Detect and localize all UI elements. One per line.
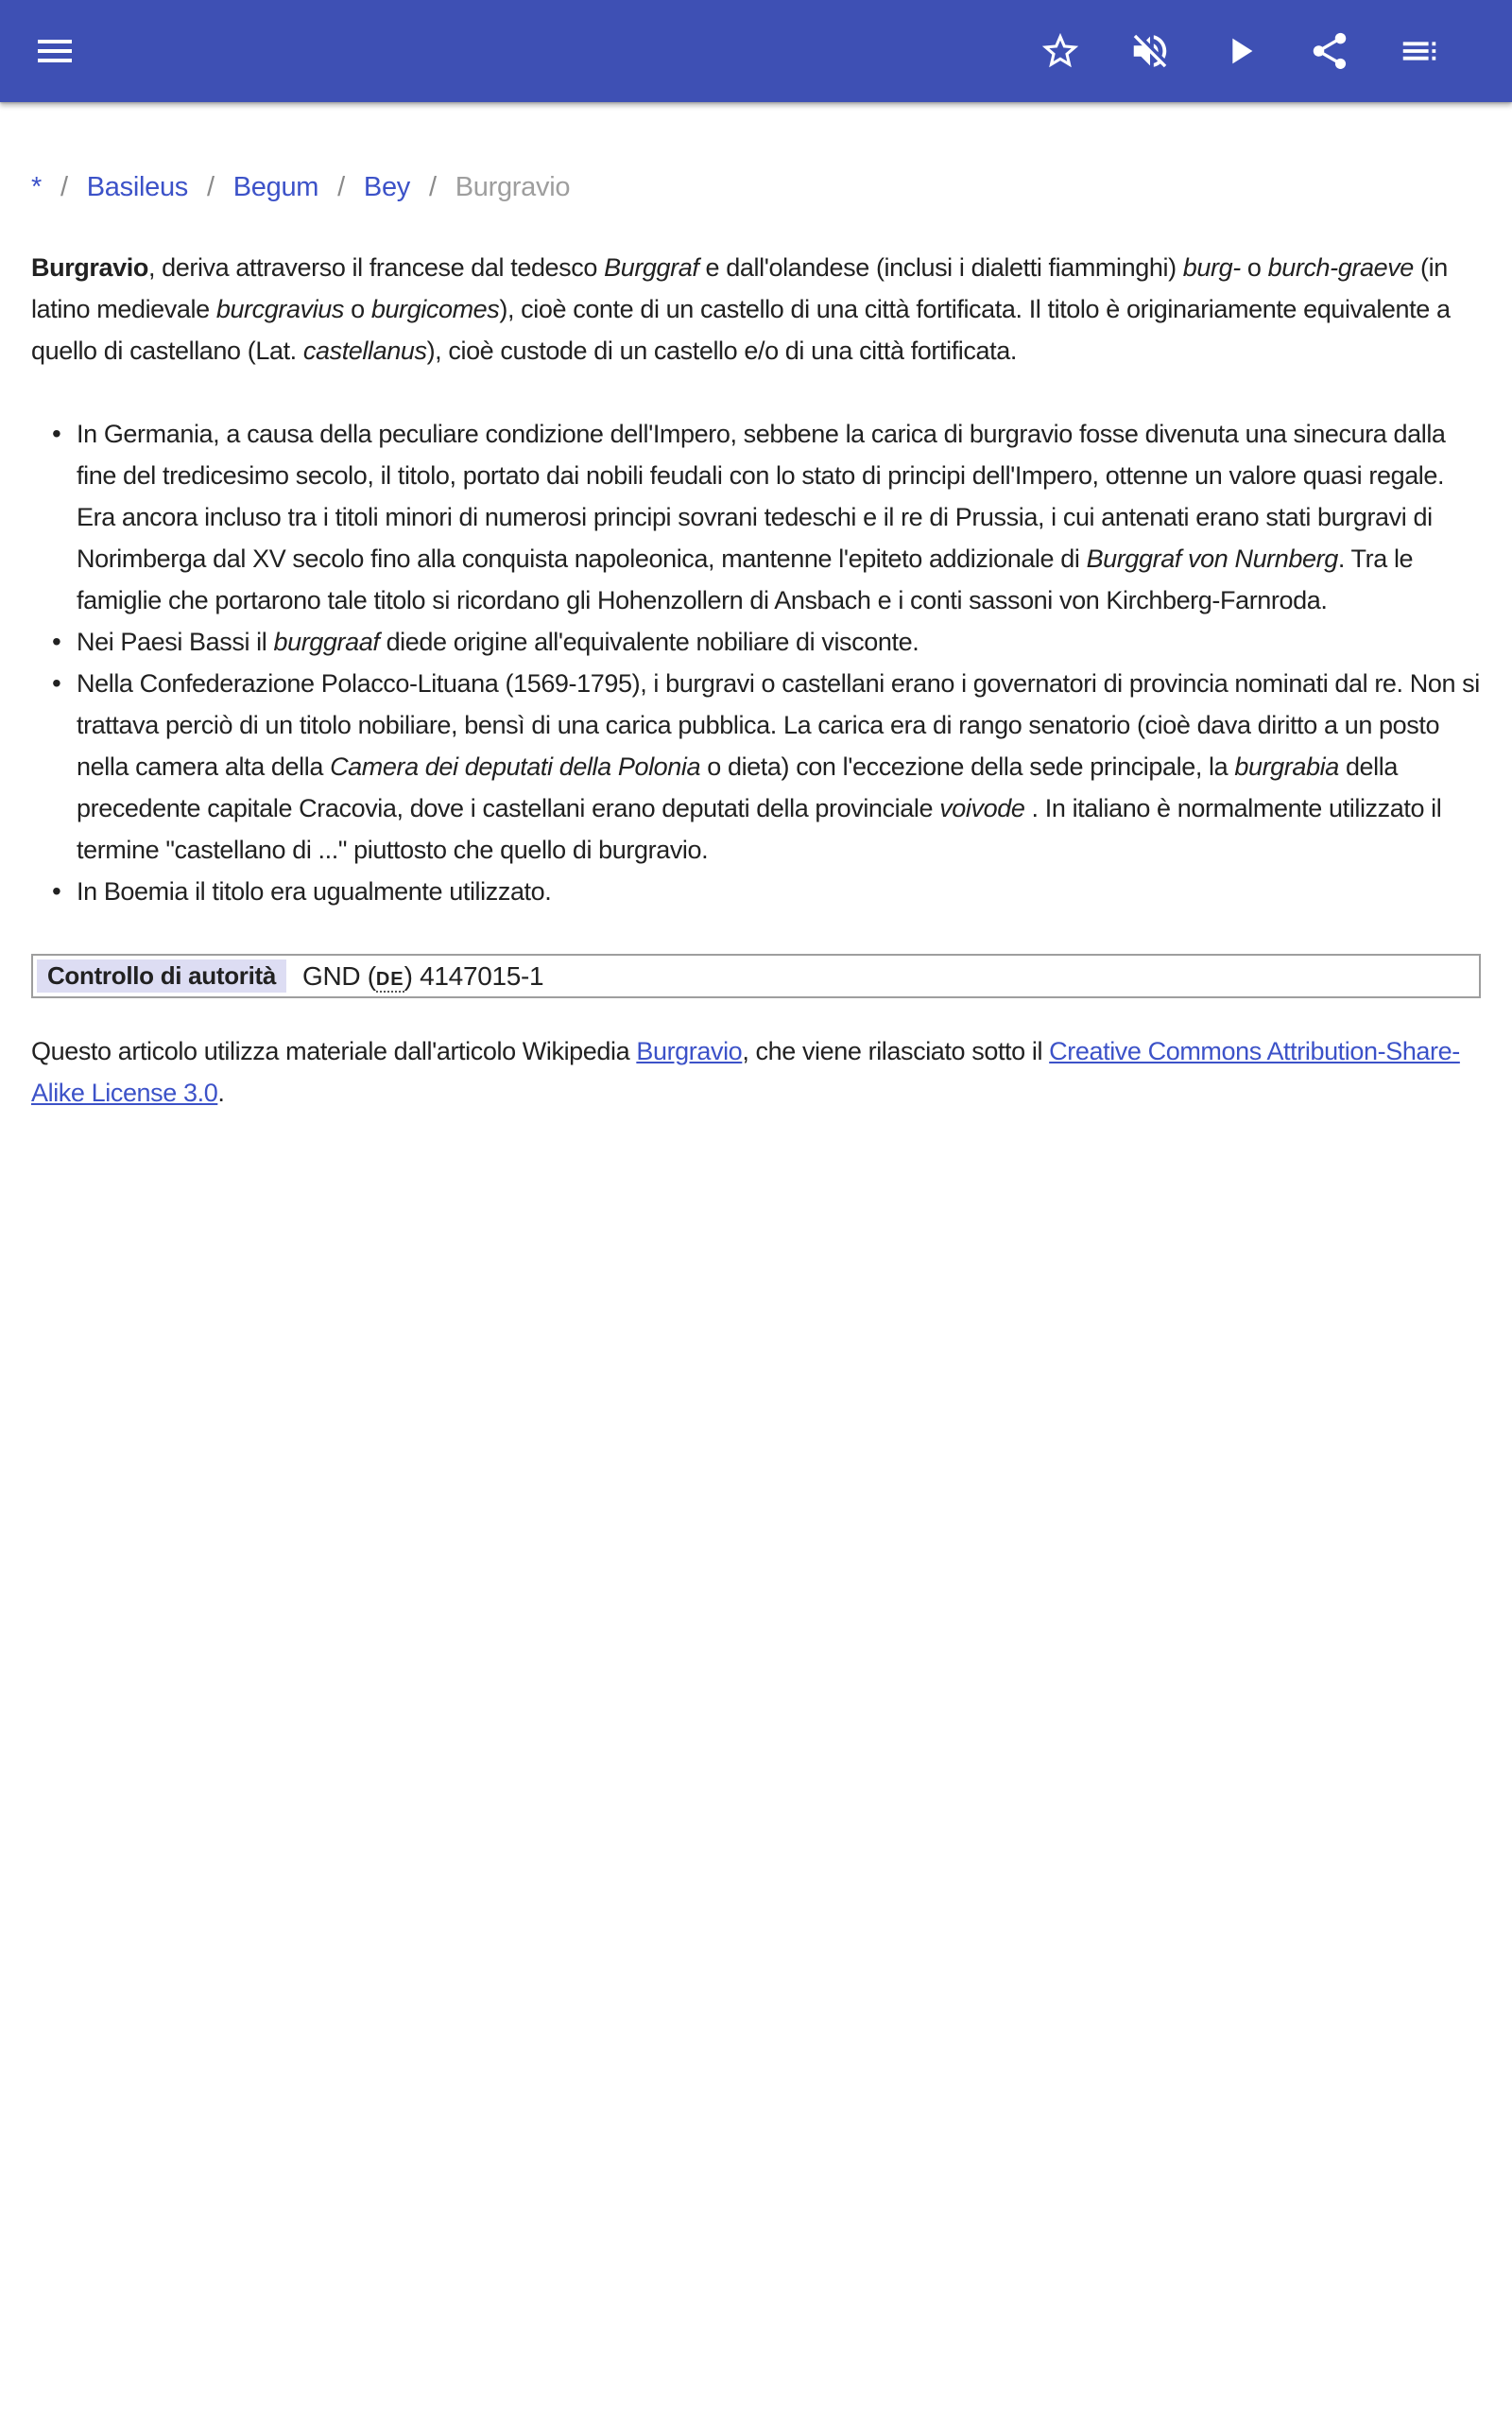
list-item: • In Germania, a causa della peculiare condizione dell'Impero, sebbene la carica di burgravio fosse divenuta una sinecura dalla fine del tredicesimo secolo, il titolo, portato dai nobili feudali con lo stato di principi dell'Impero, ottenne un valore quasi regale. Era ancora incluso tra i titoli minori di numerosi principi sovrani tedeschi e il re di Prussia, i cui antenati erano stati burgravi di Norimberga dal XV secolo fino alla conquista napoleonica, mantenne l'epiteto addizionale di Burggraf von Nurnberg. Tra le famiglie che portarono tale titolo si ricordano gli Hohenzollern di Ansbach e i conti sassoni von Kirchberg-Farnroda.: [77, 413, 1481, 621]
breadcrumb-separator: /: [428, 172, 437, 202]
breadcrumb-separator: /: [60, 172, 68, 202]
play-button[interactable]: [1217, 28, 1263, 74]
breadcrumb-link-basileus[interactable]: Basileus: [86, 172, 188, 202]
app-bar: [0, 0, 1512, 102]
authority-control-box: [31, 954, 1481, 998]
toc-icon: [1398, 29, 1441, 73]
share-button[interactable]: [1307, 28, 1352, 74]
breadcrumb-current-page: Burgravio: [455, 172, 571, 202]
inline-link[interactable]: Burgravio: [636, 1037, 743, 1065]
star-outline-icon: [1039, 29, 1082, 73]
toc-button[interactable]: [1397, 28, 1442, 74]
play-icon: [1218, 29, 1262, 73]
breadcrumb-link-bey[interactable]: Bey: [363, 172, 410, 202]
list-item: • In Boemia il titolo era ugualmente utilizzato.: [77, 871, 1481, 912]
bullet-list: [31, 413, 1481, 912]
breadcrumb-separator: /: [206, 172, 215, 202]
license-note: Questo articolo utilizza materiale dall'articolo Wikipedia Burgravio, che viene rilasciato sotto il Creative Commons Attribution-Share-Alike License 3.0.: [31, 1037, 1460, 1107]
list-item: • Nella Confederazione Polacco-Lituana (1569-1795), i burgravi o castellani erano i governatori di provincia nominati dal re. Non si trattava perciò di un titolo nobiliare, bensì di una carica pubblica. La carica era di rango senatorio (cioè dava diritto a un posto nella camera alta della Camera dei deputati della Polonia o dieta) con l'eccezione della sede principale, la burgrabia della precedente capitale Cracovia, dove i castellani erano deputati della provinciale voivode . In italiano è normalmente utilizzato il termine "castellano di ..." piuttosto che quello di burgravio.: [77, 663, 1481, 871]
breadcrumb-link-root[interactable]: *: [31, 172, 42, 202]
favorite-button[interactable]: [1038, 28, 1083, 74]
article-content: [0, 172, 1512, 1114]
menu-button[interactable]: [32, 28, 77, 74]
inline-link[interactable]: Creative Commons Attribution-Share-Alike License 3.0: [31, 1037, 1460, 1107]
authority-control-label: Controllo di autorità: [37, 959, 286, 993]
share-icon: [1308, 29, 1351, 73]
authority-control-value: [286, 959, 543, 993]
gnd-identifier: GND (DE) 4147015-1: [302, 960, 544, 991]
mute-button[interactable]: [1127, 28, 1173, 74]
language-abbr: DE: [376, 969, 404, 993]
volume-off-icon: [1128, 29, 1172, 73]
appbar-actions: [1038, 28, 1442, 74]
intro-paragraph: Burgravio, deriva attraverso il francese dal tedesco Burggraf e dall'olandese (inclusi i dialetti fiamminghi) burg- o burch-graeve (in latino medievale burcgravius o burgicomes), cioè conte di un castello di una città fortificata. Il titolo è originariamente equivalente a quello di castellano (Lat. castellanus), cioè custode di un castello e/o di una città fortificata.: [31, 253, 1451, 365]
breadcrumb-link-begum[interactable]: Begum: [232, 172, 319, 202]
menu-icon: [32, 28, 77, 74]
breadcrumb: [31, 172, 1481, 203]
breadcrumb-separator: /: [337, 172, 345, 202]
list-item: • Nei Paesi Bassi il burggraaf diede origine all'equivalente nobiliare di visconte.: [77, 621, 1481, 663]
